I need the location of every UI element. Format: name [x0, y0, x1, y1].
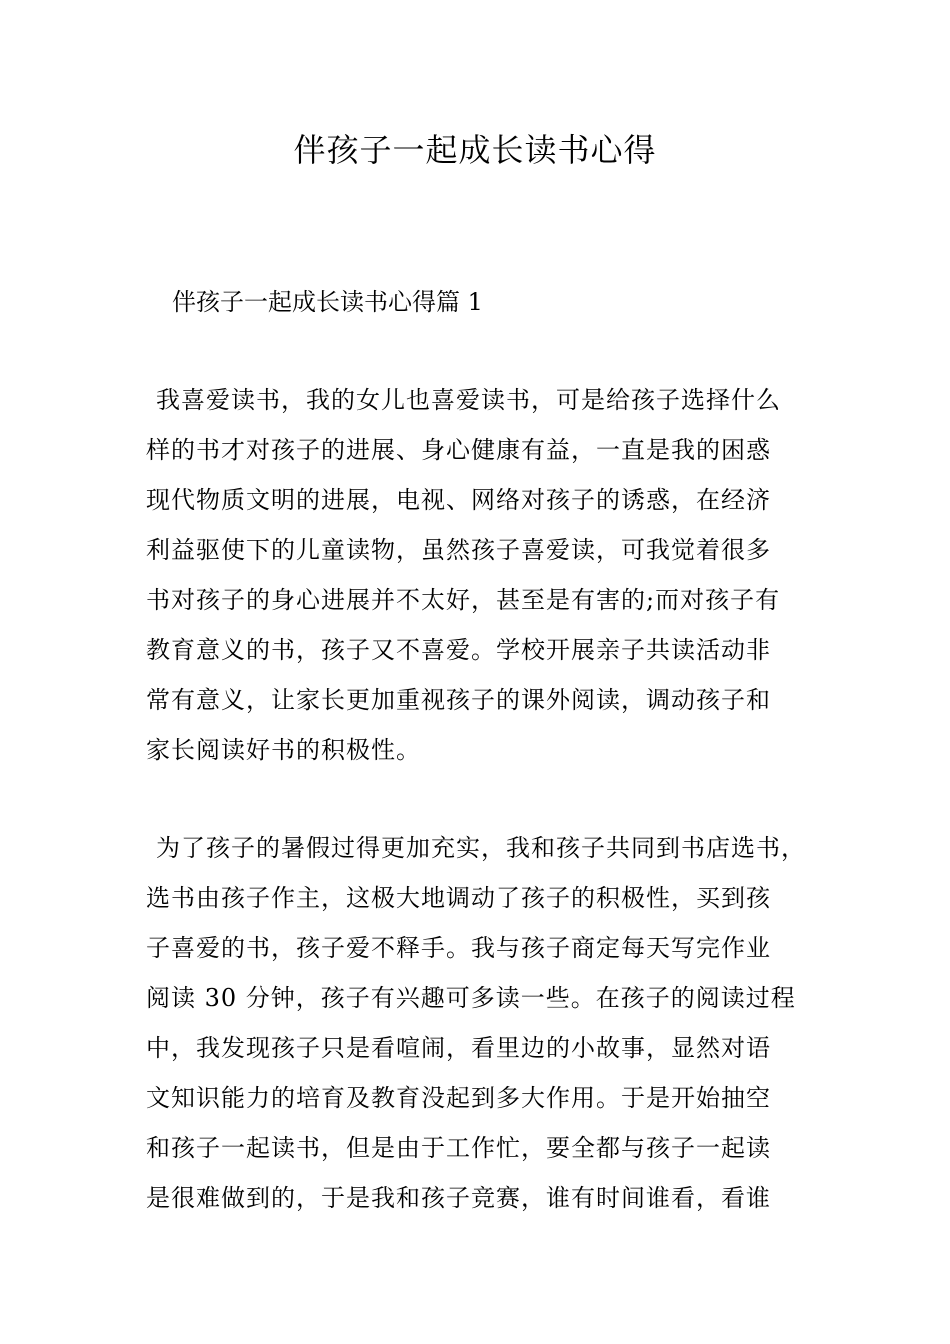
paragraph-line: 文知识能力的培育及教育没起到多大作用。于是开始抽空: [146, 1084, 771, 1112]
section-heading: 伴孩子一起成长读书心得篇 1: [172, 288, 483, 316]
paragraph-line: 书对孩子的身心进展并不太好，甚至是有害的;而对孩子有: [146, 586, 781, 614]
paragraph-line: 我喜爱读书，我的女儿也喜爱读书，可是给孩子选择什么: [156, 386, 781, 414]
paragraph-line: 阅读 30 分钟，孩子有兴趣可多读一些。在孩子的阅读过程: [146, 984, 796, 1012]
paragraph-line: 现代物质文明的进展，电视、网络对孩子的诱惑，在经济: [146, 486, 771, 514]
paragraph-line: 为了孩子的暑假过得更加充实，我和孩子共同到书店选书，: [156, 834, 806, 862]
paragraph-line: 常有意义，让家长更加重视孩子的课外阅读，调动孩子和: [146, 686, 771, 714]
paragraph-line: 利益驱使下的儿童读物，虽然孩子喜爱读，可我觉着很多: [146, 536, 771, 564]
document-title: 伴孩子一起成长读书心得: [293, 131, 657, 169]
paragraph-line: 家长阅读好书的积极性。: [146, 736, 421, 764]
paragraph-line: 选书由孩子作主，这极大地调动了孩子的积极性，买到孩: [146, 884, 771, 912]
paragraph-line: 样的书才对孩子的进展、身心健康有益，一直是我的困惑: [146, 436, 771, 464]
paragraph-line: 教育意义的书，孩子又不喜爱。学校开展亲子共读活动非: [146, 636, 771, 664]
paragraph-line: 中，我发现孩子只是看喧闹，看里边的小故事，显然对语: [146, 1034, 771, 1062]
paragraph-line: 子喜爱的书，孩子爱不释手。我与孩子商定每天写完作业: [146, 934, 771, 962]
paragraph-line: 是很难做到的，于是我和孩子竞赛，谁有时间谁看，看谁: [146, 1184, 771, 1212]
paragraph-line: 和孩子一起读书，但是由于工作忙，要全都与孩子一起读: [146, 1134, 771, 1162]
